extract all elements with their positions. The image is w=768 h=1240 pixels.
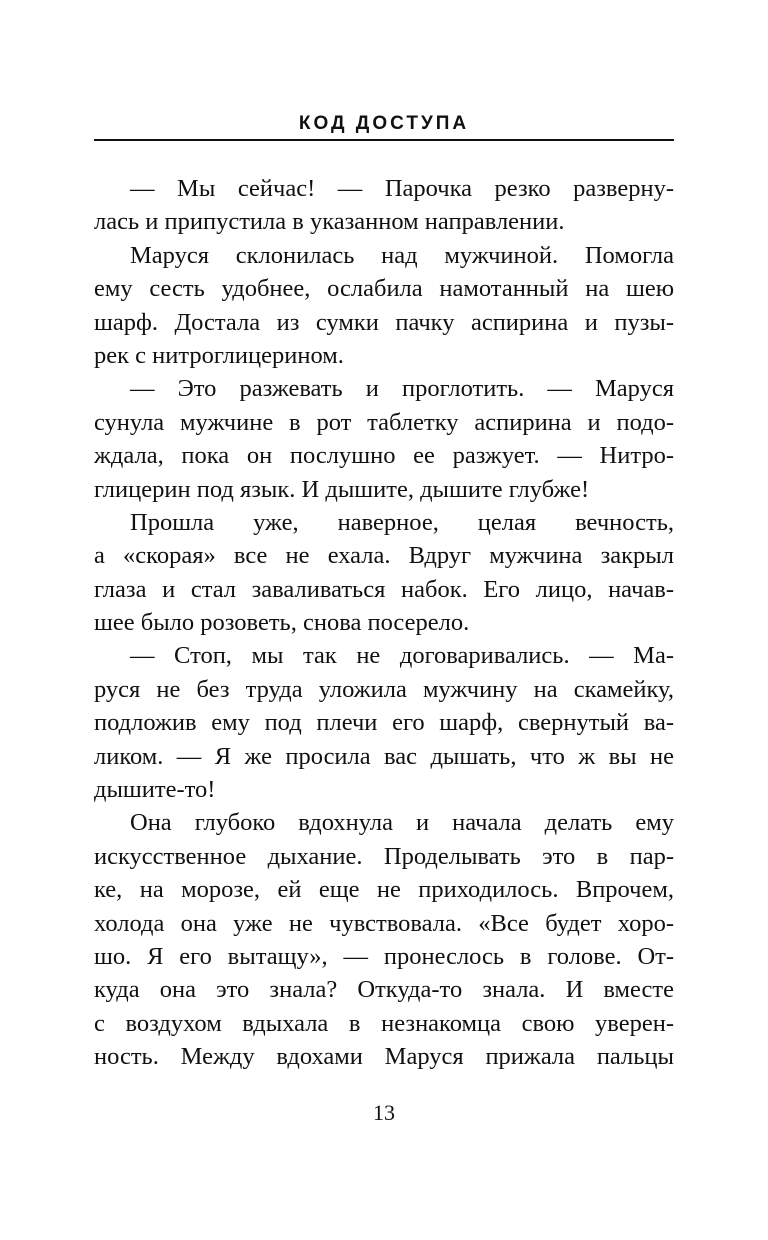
text-line: шарф. Достала из сумки пачку аспирина и пузы- [94,308,674,336]
text-line: Она глубоко вдохнула и начала делать ему [130,809,674,837]
text-line: подложив ему под плечи его шарф, свернутый ва- [94,709,674,737]
running-title: КОД ДОСТУПА [298,113,470,134]
text-line: лась и припустила в указанном направлении. [94,208,565,236]
text-line: шее было розоветь, снова посерело. [94,609,470,637]
text-line: искусственное дыхание. Проделывать это в пар- [94,842,674,870]
text-line: куда она это знала? Откуда-то знала. И вместе [94,976,674,1004]
text-line: ждала, пока он послушно ее разжует. — Нитро- [94,442,674,470]
text-line: ность. Между вдохами Маруся прижала пальцы [94,1043,674,1071]
text-line: холода она уже не чувствовала. «Все будет хоро- [94,909,674,937]
text-line: Прошла уже, наверное, целая вечность, [130,508,674,536]
text-line: — Это разжевать и проглотить. — Маруся [130,375,674,403]
text-line: — Мы сейчас! — Парочка резко разверну- [130,175,674,202]
text-line: Маруся склонилась над мужчиной. Помогла [130,241,674,269]
text-line: с воздухом вдыхала в незнакомца свою уверен- [94,1009,674,1037]
text-line: руся не без труда уложила мужчину на скамейку, [94,675,674,703]
page-number: 13 [373,1100,395,1125]
header-rule [94,139,674,141]
text-line: глицерин под язык. И дышите, дышите глубже! [94,475,590,503]
text-line: ему сесть удобнее, ослабила намотанный на шею [94,275,674,303]
body-text [94,172,674,1074]
text-line: рек с нитроглицерином. [94,341,344,369]
text-line: глаза и стал заваливаться набок. Его лицо, начав- [94,575,674,603]
text-line: а «скорая» все не ехала. Вдруг мужчина закрыл [94,542,674,570]
text-line: — Стоп, мы так не договаривались. — Ма- [130,642,674,670]
text-line: шо. Я его вытащу», — пронеслось в голове. От- [94,942,674,970]
text-line: дышите-то! [94,776,216,804]
text-line: ке, на морозе, ей еще не приходилось. Впрочем, [94,876,674,904]
text-line: сунула мужчине в рот таблетку аспирина и подо- [94,408,674,436]
text-line: ликом. — Я же просила вас дышать, что ж вы не [94,742,674,770]
